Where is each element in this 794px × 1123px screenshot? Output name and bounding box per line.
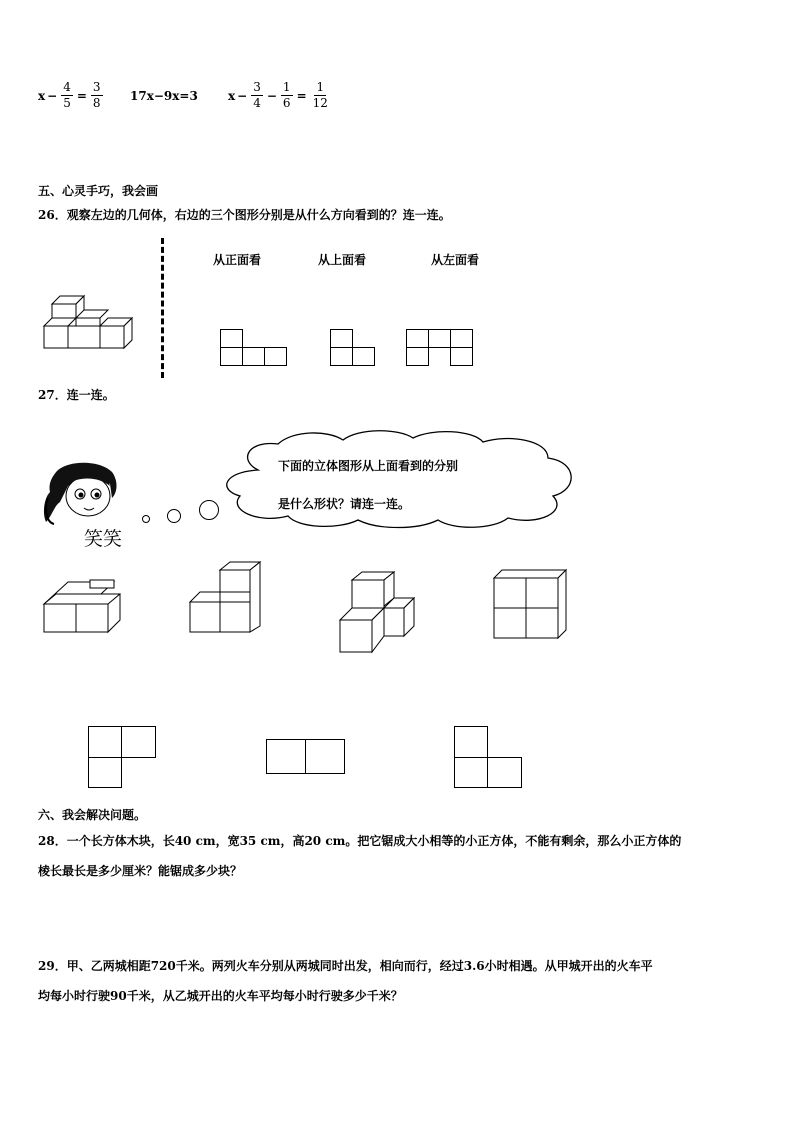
question-29-line-1: 29．甲、乙两城相距720千米。两列火车分别从两城同时出发，相向而行，经过3.6小时相遇。从甲城开出的火车平 [38,959,653,973]
eq3-minus-2: − [266,88,277,103]
eq1-minus: − [47,88,58,103]
solid-figure-3 [338,570,416,656]
solid-figure-1 [42,578,124,636]
question-28-line-1: 28．一个长方体木块，长40 cm，宽35 cm，高20 cm。把它锯成大小相等的小正方体，不能有剩余，那么小正方体的 [38,834,682,848]
eq3-fraction-1 [251,80,263,111]
eq3-fraction-3 [311,80,330,111]
eq1-equals: = [76,88,87,103]
girl-character-icon [40,462,130,532]
eq1-fraction-right [91,80,103,111]
eq1-numerator-2: 3 [92,80,101,94]
question-28-line-2: 棱长最长是多少厘米？能锯成多少块？ [38,864,243,878]
eq1-denominator-2: 8 [92,96,101,110]
eq3-equals: = [296,88,307,103]
eq3-numerator-2: 1 [282,80,291,94]
eq3-denominator-1: 4 [253,96,261,110]
equation-3 [228,80,332,111]
character-name: 笑笑 [84,528,123,550]
eq3-minus-1: − [237,88,248,103]
equation-2: 17x−9x=3 [130,89,198,103]
question-26-text: 26．观察左边的几何体，右边的三个图形分别是从什么方向看到的？连一连。 [38,208,451,222]
section-6-title: 六、我会解决问题。 [38,808,147,822]
dashed-divider [161,238,164,378]
section-5-title: 五、心灵手巧，我会画 [38,184,159,198]
view-label-top: 从上面看 [318,253,367,267]
solid-figure-2 [188,560,264,634]
eq3-numerator-1: 3 [253,80,261,94]
q26-solid-figure [40,290,140,354]
thought-dot-medium [167,509,181,523]
question-27-text: 27．连一连。 [38,388,115,402]
eq3-denominator-2: 6 [282,96,291,110]
question-29-line-2: 均每小时行驶90千米，从乙城开出的火车平均每小时行驶多少千米？ [38,989,403,1003]
eq1-fraction-left [61,80,73,111]
view-label-front: 从正面看 [213,253,262,267]
bubble-line-1: 下面的立体图形从上面看到的分别 [278,459,459,473]
equation-1 [38,80,105,111]
eq1-var: x [38,88,46,103]
thought-dot-large [199,500,219,520]
eq1-denominator-1: 5 [63,96,71,110]
thought-cloud [218,430,582,530]
thought-dot-small [142,515,150,523]
eq3-fraction-2 [281,80,293,111]
eq3-numerator-3: 1 [316,80,325,94]
bubble-line-2: 是什么形状？请连一连。 [278,497,411,511]
view-label-left: 从左面看 [431,253,480,267]
solid-figure-4 [490,568,570,642]
eq3-var: x [228,88,236,103]
eq3-denominator-3: 12 [312,96,328,110]
eq1-numerator-1: 4 [63,80,71,94]
